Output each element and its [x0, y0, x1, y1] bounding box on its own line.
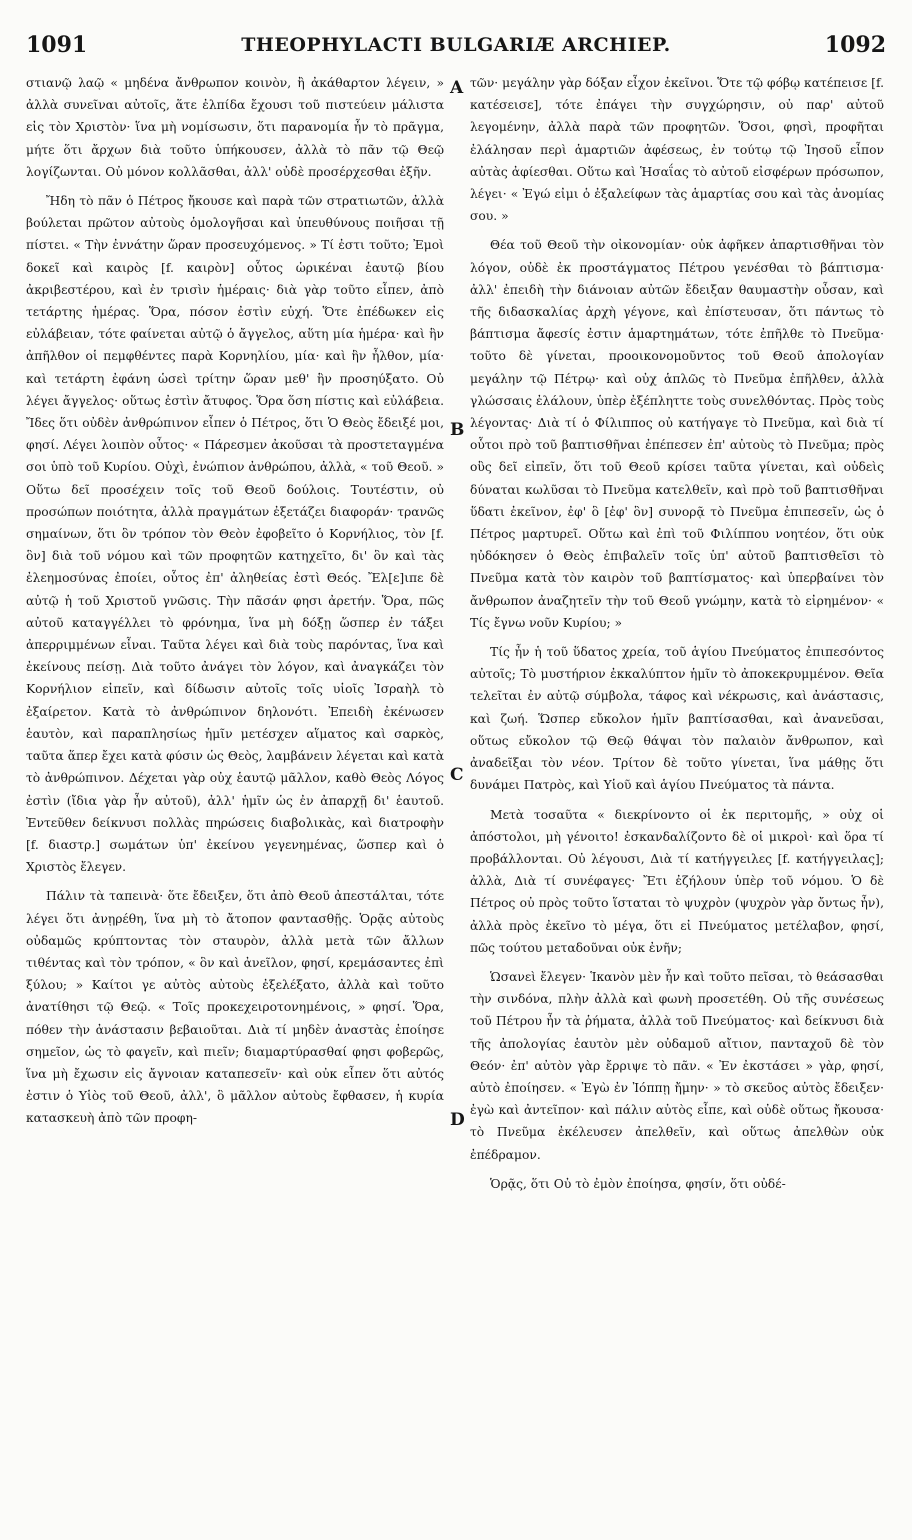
paragraph: τῶν· μεγάλην γὰρ δόξαν εἶχον ἐκεῖνοι. Ὅτε τῷ φόβῳ κατέπεισε [f. κατέσεισε], τότε ἐπάγει τὴν συγχώρησιν, οὐ παρ' αὐτοῦ λεγομένην, ἀλλὰ παρὰ τῶν προφητῶν. Ὅσοι, φησὶ, προφῆται ἐλάλησαν περὶ ἁμαρτιῶν ἀφέσεως, ἐν τούτῳ τῷ Ἰησοῦ εἶπον αὐτὰς ἀφίεσθαι. Οὕτω καὶ Ἡσαΐας τὸ αὐτοῦ εἰσφέρων πρόσωπον, λέγει· « Ἐγώ εἰμι ὁ ἐξαλείφων τὰς ἁμαρτίας σου καὶ τὰς ἀνομίας σου. » — [470, 76, 884, 224]
paragraph: Πάλιν τὰ ταπεινὰ· ὅτε ἔδειξεν, ὅτι ἀπὸ Θεοῦ ἀπεστάλται, τότε λέγει ὅτι ἀνῃρέθη, ἵνα μὴ τὸ ἄτοπον φαντασθῇς. Ὁρᾷς αὐτοὺς οὐδαμῶς κρύπτοντας τὸν σταυρὸν, ἀλλὰ μετὰ τῶν ἄλλων τιθέντας καὶ τὸν τρόπον, « ὃν καὶ ἀνεῖλον, φησί, κρεμάσαντες ἐπὶ ξύλου; » Καίτοι γε αὐτὸς αὐτοὺς ἐξελέξατο, ἀλλὰ καὶ τοῦτο ἀνατίθησι τῷ Θεῷ. « Τοῖς προκεχειροτονημένοις, » φησί. Ὅρα, πόθεν τὴν ἀνάστασιν βεβαιοῦται. Διὰ τί μηδὲν ἀναστὰς ἐποίησε σημεῖον, ὡς τὸ φαγεῖν, καὶ πιεῖν; διαμαρτύρασθαί φησι φοβερῶς, ἵνα μὴ ἔχωσιν εἰς ἄγνοιαν καταπεσεῖν· καὶ οὐκ εἶπεν ὅτι αὐτός ἐστιν ὁ Υἱὸς τοῦ Θεοῦ, ἀλλ', ὃ μᾶλλον αὐτοὺς ἔφθασεν, ἡ κυρία κατασκευὴ ἀπὸ τῶν προφη- — [26, 889, 444, 1126]
right-column — [470, 72, 884, 1527]
paragraph: Θέα τοῦ Θεοῦ τὴν οἰκονομίαν· οὐκ ἀφῆκεν ἀπαρτισθῆναι τὸν λόγον, οὐδὲ ἐκ προστάγματος Πέτρου γενέσθαι τὸ βάπτισμα· ἀλλ' ἐπειδὴ τὴν διάνοιαν αὐτῶν ἔδειξαν θαυμαστὴν οὖσαν, καὶ τῆς διδασκαλίας ἀρχὴ γέγονε, καὶ ἐπίστευσαν, ὅτι πάντως τὸ βάπτισμα ἄφεσίς ἐστιν ἁμαρτημάτων, τότε ἐπῆλθε τὸ Πνεῦμα· τοῦτο δὲ γίνεται, προοικονομοῦντος τοῦ Θεοῦ ἀπολογίαν μεγάλην τῷ Πέτρῳ· καὶ οὐχ ἁπλῶς τὸ Πνεῦμα ἐπῆλθεν, ἀλλὰ γλώσσαις ἐλάλουν, ὑπὲρ ἐξέπληττε τοὺς συνελθόντας. Πρὸς τοὺς λέγοντας· Διὰ τί ὁ Φίλιππος οὐ κατήγαγε τὸ Πνεῦμα, καὶ διὰ τί οὗτοι πρὸ τοῦ βαπτισθῆναι ἐπέπεσεν ἐπ' αὐτοὺς τὸ Πνεῦμα; πρὸς οὓς δεῖ εἰπεῖν, ὅτι τοῦ Θεοῦ κρίσει ταῦτα γίνεται, καὶ οὐδεὶς δύναται κωλῦσαι τὸ Πνεῦμα κατελθεῖν, καὶ πρὸ τοῦ βαπτισθῆναι ὕδατι ἐκεῖνον, ἐφ' ὃ [ἐφ' ὃν] συνορᾷ τὸ Πνεῦμα ἐπιπεσεῖν, ὡς ὁ Πέτρος μαρτυρεῖ. Οὕτω καὶ ἐπὶ τοῦ Φιλίππου νοητέον, ὅτι οὐκ ηὐδόκησεν ὁ Θεὸς ἐπιβαλεῖν τοῖς ὑπ' αὐτοῦ βαπτισθεῖσι τὸ Πνεῦμα κατὰ τὸν καιρὸν τοῦ βαπτίσματος· καὶ ὑπερβαίνει τὸν ἄνθρωπον ἀναζητεῖν τὴν τοῦ Θεοῦ γνώμην, κατὰ τὸ εἰρημένον· « Τίς ἔγνω νοῦν Κυρίου; » — [470, 238, 884, 630]
margin-marker-c: C — [450, 765, 464, 785]
page-number-right: 1092 — [824, 32, 886, 58]
paragraph: στιανῷ λαῷ « μηδένα ἄνθρωπον κοινὸν, ἢ ἀκάθαρτον λέγειν, » ἀλλὰ συνεῖναι αὐτοῖς, ἅτε ἐλπίδα ἔχουσι τοῦ πιστεύειν μάλιστα εἰς τὸν Χριστὸν· ἵνα μὴ νομίσωσιν, ὅτι παρανομία ἦν τὸ πρᾶγμα, μήτε ὅτι ἄρχων διὰ τοῦτο ὑπήκουσεν, ἀλλὰ τὸ πᾶν τῷ Θεῷ λογίζωνται. Οὐ μόνον κολλᾶσθαι, ἀλλ' οὐδὲ προσέρχεσθαι ἐξῆν. — [26, 76, 444, 179]
left-column — [26, 72, 444, 1527]
paragraph: Ὁρᾷς, ὅτι Οὐ τὸ ἐμὸν ἐποίησα, φησίν, ὅτι οὐδέ- — [490, 1176, 786, 1191]
page-number-left: 1091 — [26, 32, 88, 58]
margin-marker-d: D — [450, 1110, 465, 1130]
paragraph: Ἤδη τὸ πᾶν ὁ Πέτρος ἤκουσε καὶ παρὰ τῶν στρατιωτῶν, ἀλλὰ βούλεται πρῶτον αὐτοὺς ὁμολογῆσαι καὶ ὑπευθύνους ποιῆσαι τῇ πίστει. « Τὴν ἐννάτην ὥραν προσευχόμενος. » Τί ἐστι τοῦτο; Ἐμοὶ δοκεῖ καὶ καιρὸς [f. καιρὸν] οὗτος ὡρικέναι ἑαυτῷ βίου ἀκριβεστέρου, καὶ ἐν τρισὶν ἡμέραις· διὰ γὰρ τοῦτο εἶπεν, ἀπὸ τετάρτης ἡμέρας. Ὅρα, πόσον ἐστὶν εὐχή. Ὅτε ἐπέδωκεν εἰς εὐλάβειαν, τότε φαίνεται αὐτῷ ὁ ἄγγελος, αὕτη μία ἡμέρα· καὶ ἣν ἀπῆλθον οἱ πεμφθέντες παρὰ Κορνηλίου, μία· καὶ ἣν ἦλθον, μία· καὶ τετάρτη ἐφάνη ὡσεὶ τρίτην ὥραν μεθ' ἣν προσηύξατο. Οὐ λέγει ἄγγελος· οὕτως ἐστὶν ἄτυφος. Ὅρα ὅση πίστις καὶ εὐλάβεια. Ἴδες ὅτι οὐδὲν ἀνθρώπινον εἶπεν ὁ Πέτρος, ὅτι Ὁ Θεὸς ἔδειξέ μοι, φησί. Λέγει λοιπὸν οὗτος· « Πάρεσμεν ἀκοῦσαι τὰ προστεταγμένα σοι ὑπὸ τοῦ Κυρίου. Οὐχὶ, ἐνώπιον ἀνθρώπου, ἀλλὰ, « τοῦ Θεοῦ. » Οὕτω δεῖ προσέχειν τοῖς τοῦ Θεοῦ δούλοις. Τουτέστιν, οὐ προσώπων ποιότητα, ἀλλὰ πραγμάτων ἐξετάζει διαφοράν· τρανῶς σημαίνων, ὅτι ὃν τρόπον τὸν Θεὸν ἐφοβεῖτο ὁ Κορνήλιος, τὸν [f. ὃν] διὰ τοῦ νόμου καὶ τῶν προφητῶν κατηχεῖτο, δι' ὃν καὶ τὰς ἐλεημοσύνας ἐποίει, οὗτος ἐπ' ἀληθείας ἐστὶ Θεός. Ἔλ[ε]ιπε δὲ αὐτῷ ἡ τοῦ Χριστοῦ γνῶσις. Τὴν πᾶσάν φησι ἀρετήν. Ὅρα, πῶς αὐτοῦ καταγγέλλει τὸ φρόνημα, ἵνα μὴ δόξῃ ὥσπερ ἐν τάξει ἀπερριμμένων εἶναι. Ταῦτα λέγει καὶ διὰ τοὺς παρόντας, ἵνα καὶ ἐκείνους πείσῃ. Διὰ τοῦτο ἀνάγει τὸν λόγον, καὶ ἀναγκάζει τὸν Κορνήλιον εἰπεῖν, καὶ δίδωσιν αὐτοῖς τοῖς υἱοῖς Ἰσραὴλ τὸ ἐξαίρετον. Κατὰ τὸ ἀνθρώπινον δηλονότι. Ἐπειδὴ ἐκένωσεν ἑαυτὸν, καὶ παραπλησίως ἡμῖν μετέσχεν αἵματος καὶ σαρκὸς, ταῦτα ἅπερ ἔχει κατὰ φύσιν ὡς Θεὸς, λαμβάνειν λέγεται καὶ κατὰ τὸ ἀνθρώπινον. Δέχεται γὰρ οὐχ ἑαυτῷ μᾶλλον, καθὸ Θεὸς Λόγος ἐστὶν (ἴδια γὰρ ἦν αὐτοῦ), ἀλλ' ἡμῖν ὡς ἐν ἀπαρχῇ δι' ἑαυτοῦ. Ἐντεῦθεν δείκνυσι πολλὰς πηρώσεις διαβολικὰς, καὶ διατροφὴν [f. διαστρ.] σωμάτων ὑπ' ἐκείνου γεγενημένας, ὥσπερ καὶ ὁ Χριστὸς ἔλεγεν. — [26, 194, 444, 875]
paragraph: Ὡσανεὶ ἔλεγεν· Ἱκανὸν μὲν ἦν καὶ τοῦτο πεῖσαι, τὸ θεάσασθαι τὴν σινδόνα, πλὴν ἀλλὰ καὶ φωνὴ προσετέθη. Οὐ τῆς συνέσεως τοῦ Πέτρου ἦν τὰ ῥήματα, ἀλλὰ τοῦ Πνεύματος· καὶ δείκνυσι διὰ τῆς ἀπολογίας ἑαυτὸν μὲν οὐδαμοῦ αἴτιον, πανταχοῦ δὲ τὸν Θεόν· ἐπ' αὐτὸν γὰρ ἔρριψε τὸ πᾶν. « Ἐν ἐκστάσει » γὰρ, φησί, αὐτὸ ἐποίησεν. « Ἐγὼ ἐν Ἰόππῃ ἤμην· » τὸ σκεῦος αὐτὸς ἔδειξεν· ἐγὼ καὶ ἀντεῖπον· καὶ πάλιν αὐτὸς εἶπε, καὶ οὐδὲ οὕτως ἤκουσα· τὸ Πνεῦμα ἐκέλευσεν ἀπελθεῖν, καὶ οὕτως ἀπελθὼν οὐκ ἐπέδραμον. — [470, 969, 884, 1162]
running-title: THEOPHYLACTI BULGARIÆ ARCHIEP. — [241, 34, 671, 56]
paragraph: Τίς ἦν ἡ τοῦ ὕδατος χρεία, τοῦ ἁγίου Πνεύματος ἐπιπεσόντος αὐτοῖς; Τὸ μυστήριον ἐκκαλύπτον ἡμῖν τὸ ἀποκεκρυμμένον. Θεῖα τελεῖται ἐν αὐτῷ σύμβολα, τάφος καὶ νέκρωσις, καὶ ἀνάστασις, καὶ ζωή. Ὥσπερ εὔκολον ἡμῖν βαπτίσασθαι, καὶ ἀνανεῦσαι, οὕτως εὔκολον τῷ Θεῷ θάψαι τὸν παλαιὸν ἄνθρωπον, καὶ ἀναδεῖξαι τὸν νέον. Τρίτον δὲ τοῦτο γίνεται, ἵνα μάθῃς ὅτι δυνάμει Πατρὸς, καὶ Υἱοῦ καὶ ἁγίου Πνεύματος τὰ πάντα. — [470, 645, 884, 793]
margin-marker-b: B — [450, 420, 465, 440]
margin-marker-a: A — [450, 78, 464, 98]
paragraph: Μετὰ τοσαῦτα « διεκρίνοντο οἱ ἐκ περιτομῆς, » οὐχ οἱ ἀπόστολοι, μὴ γένοιτο! ἐσκανδαλίζοντο δὲ οἱ μικροὶ· καὶ ὅρα τί προβάλλονται. Οὐ λέγουσι, Διὰ τί κατήγγειλες [f. κατήγγειλας]; ἀλλὰ, Διὰ τί συνέφαγες· Ἔτι ἐζήλουν ὑπὲρ τοῦ νόμου. Ὁ δὲ Πέτρος οὐ πρὸς τοῦτο ἵσταται τὸ ψυχρὸν (ψυχρὸν γὰρ ὄντως ἦν), ἀλλὰ πρὸς ἐκεῖνο τὸ μέγα, ὅτι εἰ Πνεύματος μετέλαβον, φησί, πῶς τούτου μεταδοῦναι οὐκ ἐνῆν; — [470, 807, 884, 955]
running-header — [22, 26, 890, 66]
